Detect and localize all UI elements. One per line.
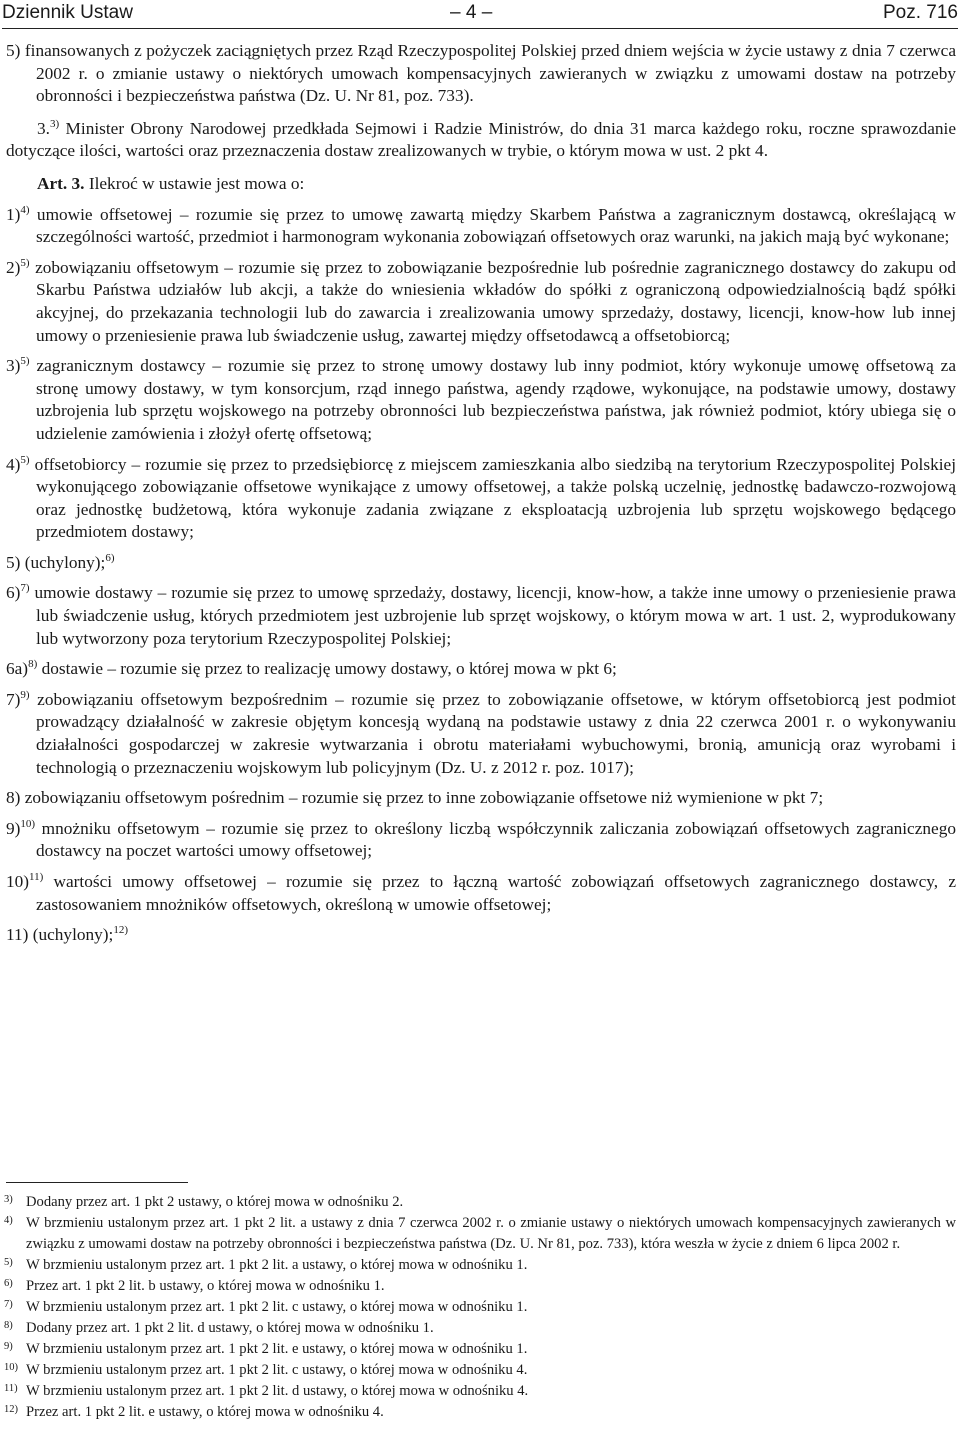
footnote-ref: 9) [20,689,30,702]
footnote-number: 5) [4,1257,13,1268]
footnote [4,1381,956,1402]
footnote-separator [6,1182,188,1183]
footnote-text: Dodany przez art. 1 pkt 2 lit. d ustawy, o której mowa w odnośniku 1. [26,1320,434,1336]
footnote-text: W brzmieniu ustalonym przez art. 1 pkt 2 lit. a ustawy z dnia 7 czerwca 2002 r. o zmianie ustawy o niektórych umowach kompensacyjnych zawieranych w związku z umowami dostaw na potrzeby obronności i bezpieczeństwa państwa (Dz. U. Nr 81, poz. 733), która weszła w życie z dniem 6 lipca 2002 r. [26,1215,956,1252]
item-text: offsetobiorcy – rozumie się przez to przedsiębiorcę z miejscem zamieszkania albo siedzibą na terytorium Rzeczypospolitej Polskiej wykonującego zobowiązanie offsetowe wynikające z umowy offsetowej, a także polską uczelnię, jednostkę badawczo-rozwojową oraz jednostkę budżetową, która wykonuje zadania związane z eksploatacją uzbrojenia lub sprzętu wojskowego będącego przedmiotem dostawy; [29,454,956,542]
footnote-text: Przez art. 1 pkt 2 lit. b ustawy, o której mowa w odnośniku 1. [26,1278,385,1294]
article-lead-text: Ilekroć w ustawie jest mowa o: [84,173,305,193]
list-item [6,689,956,779]
footnote-ref: 8) [28,658,38,671]
item-text: mnożniku offsetowym – rozumie się przez to określony liczbą współczynnik zaliczania zobowiązań offsetowych zagranicznego dostawcy na poczet wartości umowy offsetowej; [35,818,956,861]
list-item [6,582,956,650]
footnote-text: W brzmieniu ustalonym przez art. 1 pkt 2 lit. a ustawy, o której mowa w odnośniku 1. [26,1257,528,1273]
article-label: Art. 3. [37,173,85,193]
item-number: 11) [6,925,29,945]
item-number: 3) [6,356,21,376]
footnote-number: 3) [4,1194,13,1205]
item-text: umowie offsetowej – rozumie się przez to umowę zawartą między Skarbem Państwa a zagranicznym dostawcą, określającą w szczególności wartość, przedmiot i harmonogram wykonania zobowiązań offsetowych oraz warunki, na jakich mają być wykonane; [29,204,956,247]
footnote-ref: 7) [20,582,30,595]
footnote-ref: 6) [105,552,115,565]
footnote-text: W brzmieniu ustalonym przez art. 1 pkt 2 lit. e ustawy, o której mowa w odnośniku 1. [26,1341,528,1357]
item-number: 5) [6,552,21,572]
footnote [4,1339,956,1360]
list-item [6,355,956,445]
list-item [6,257,956,347]
footnote-number: 11) [4,1383,18,1394]
footnote-number: 8) [4,1320,13,1331]
list-item [6,871,956,916]
footnote-ref: 5) [20,355,30,368]
item-number: 1) [6,204,21,224]
footnote [4,1402,956,1423]
footnote-ref: 4) [20,203,30,216]
footnote-number: 7) [4,1299,13,1310]
item-text: zagranicznym dostawcy – rozumie się przez to stronę umowy dostawy lub inny podmiot, który wykonuje umowę offsetową za stronę umowy dostawy, w tym konsorcjum, rząd innego państwa, agendy rządowe, wykonujące, na podstawie umowy, dostawy uzbrojenia lub sprzętu wojskowego na potrzeby obronności lub bezpieczeństwa państwa, jak również podmiot, który ubiega się o udzielenie zamówienia i złożył ofertę offsetową; [29,356,956,443]
footnote-text: Przez art. 1 pkt 2 lit. e ustawy, o której mowa w odnośniku 4. [26,1404,384,1420]
document-body [6,40,956,947]
footnote-ref: 12) [113,924,129,937]
item-number: 6a) [6,659,29,679]
item-number: 8) [6,788,21,808]
item-text: (uchylony); [20,552,106,572]
paragraph-3-text: Minister Obrony Narodowej przedkłada Sejmowi i Radzie Ministrów, do dnia 31 marca każdego roku, roczne sprawozdanie dotyczące ilości, wartości oraz przeznaczenia dostaw zrealizowanych w trybie, o którym mowa w ust. 2 pkt 4. [6,118,956,161]
footnote-text: W brzmieniu ustalonym przez art. 1 pkt 2 lit. d ustawy, o której mowa w odnośniku 4. [26,1383,529,1399]
footnote-text: Dodany przez art. 1 pkt 2 ustawy, o której mowa w odnośniku 2. [26,1194,404,1210]
footnote-text: W brzmieniu ustalonym przez art. 1 pkt 2 lit. c ustawy, o której mowa w odnośniku 1. [26,1299,528,1315]
paragraph-3 [6,118,956,163]
footnote-ref: 11) [29,871,44,884]
footnote-ref: 10) [20,818,36,831]
footnote-number: 6) [4,1278,13,1289]
footnote-number: 4) [4,1215,13,1226]
footnote-number: 12) [4,1404,18,1415]
item-text: zobowiązaniu offsetowym – rozumie się przez to zobowiązanie bezpośrednie lub pośrednie zagranicznego dostawcy do zakupu od Skarbu Państwa udziałów lub akcji, a także do wniesienia wkładów do spółki z ograniczoną odpowiedzialnością bądź spółki akcyjnej, do przekazania technologii lub do zawarcia i zrealizowania umowy sprzedaży, dostawy, licencji, know-how lub innej umowy o przeniesienie prawa lub świadczenie usług, zawartej między offsetodawcą a offsetobiorcą; [29,257,956,345]
page-number: – 4 – [450,2,493,23]
item-number: 4) [6,454,21,474]
list-item [6,552,956,575]
list-item [6,818,956,863]
list-item [6,924,956,947]
list-item [6,454,956,544]
item-text: dostawie – rozumie się przez to realizację umowy dostawy, o której mowa w pkt 6; [37,659,617,679]
item-text: (uchylony); [28,925,114,945]
item-number: 2) [6,257,21,277]
list-item [6,787,956,810]
footnote-ref: 5) [20,453,30,466]
footnote-number: 9) [4,1341,13,1352]
footnote-ref: 5) [20,256,30,269]
journal-title: Dziennik Ustaw [2,2,133,23]
footnotes [4,1192,956,1423]
definitions-list [6,204,956,947]
intro-item-5: 5) finansowanych z pożyczek zaciągniętych przez Rząd Rzeczypospolitej Polskiej przed dniem wejścia w życie ustawy z dnia 7 czerwca 2002 r. o zmianie ustawy o niektórych umowach kompensacyjnych zawieranych w związku z umowami dostaw na potrzeby obronności i bezpieczeństwa państwa (Dz. U. Nr 81, poz. 733). [6,41,956,106]
item-number: 9) [6,818,21,838]
item-text: zobowiązaniu offsetowym bezpośrednim – rozumie się przez to zobowiązanie offsetowe, w którym offsetobiorcą jest podmiot prowadzący działalność w zakresie objętym koncesją wydaną na podstawie ustawy z dnia 22 czerwca 2001 r. o wykonywaniu działalności gospodarczej w zakresie wytwarzania i obrotu materiałami wybuchowymi, bronią, amunicją oraz wyrobami i technologią o przeznaczeniu wojskowym lub policyjnym (Dz. U. z 2012 r. poz. 1017); [29,689,956,777]
item-text: umowie dostawy – rozumie się przez to umowę sprzedaży, dostawy, licencji, know-how, a także inne umowy o przeniesienie prawa lub świadczenie usług, których przedmiotem jest uzbrojenie lub sprzęt wojskowy, o którym mowa w art. 1 ust. 2, wyprodukowany lub wytworzony poza terytorium Rzeczypospolitej Polskiej; [29,583,956,648]
footnote [4,1213,956,1255]
footnote [4,1192,956,1213]
item-text: wartości umowy offsetowej – rozumie się przez to łączną wartość zobowiązań offsetowych zagranicznego dostawcy, z zastosowaniem mnożników offsetowych, określoną w umowie offsetowej; [36,872,956,914]
paragraph-3-number: 3. [37,118,50,138]
footnote [4,1318,956,1339]
item-text: zobowiązaniu offsetowym pośrednim – rozumie się przez to inne zobowiązanie offsetowe niż wymienione w pkt 7; [20,788,824,808]
footnote-ref: 3) [49,118,60,131]
list-item [6,658,956,681]
footnote [4,1276,956,1297]
item-number: 10) [6,872,30,891]
position-number: Poz. 716 [883,2,958,23]
footnote [4,1255,956,1276]
article-3-lead [6,173,956,196]
footnote [4,1360,956,1381]
list-item [6,204,956,249]
item-number: 6) [6,583,21,603]
footnote-text: W brzmieniu ustalonym przez art. 1 pkt 2 lit. c ustawy, o której mowa w odnośniku 4. [26,1362,528,1378]
footnote-number: 10) [4,1362,18,1373]
footnote [4,1297,956,1318]
item-number: 7) [6,689,21,709]
page-header [2,0,958,29]
